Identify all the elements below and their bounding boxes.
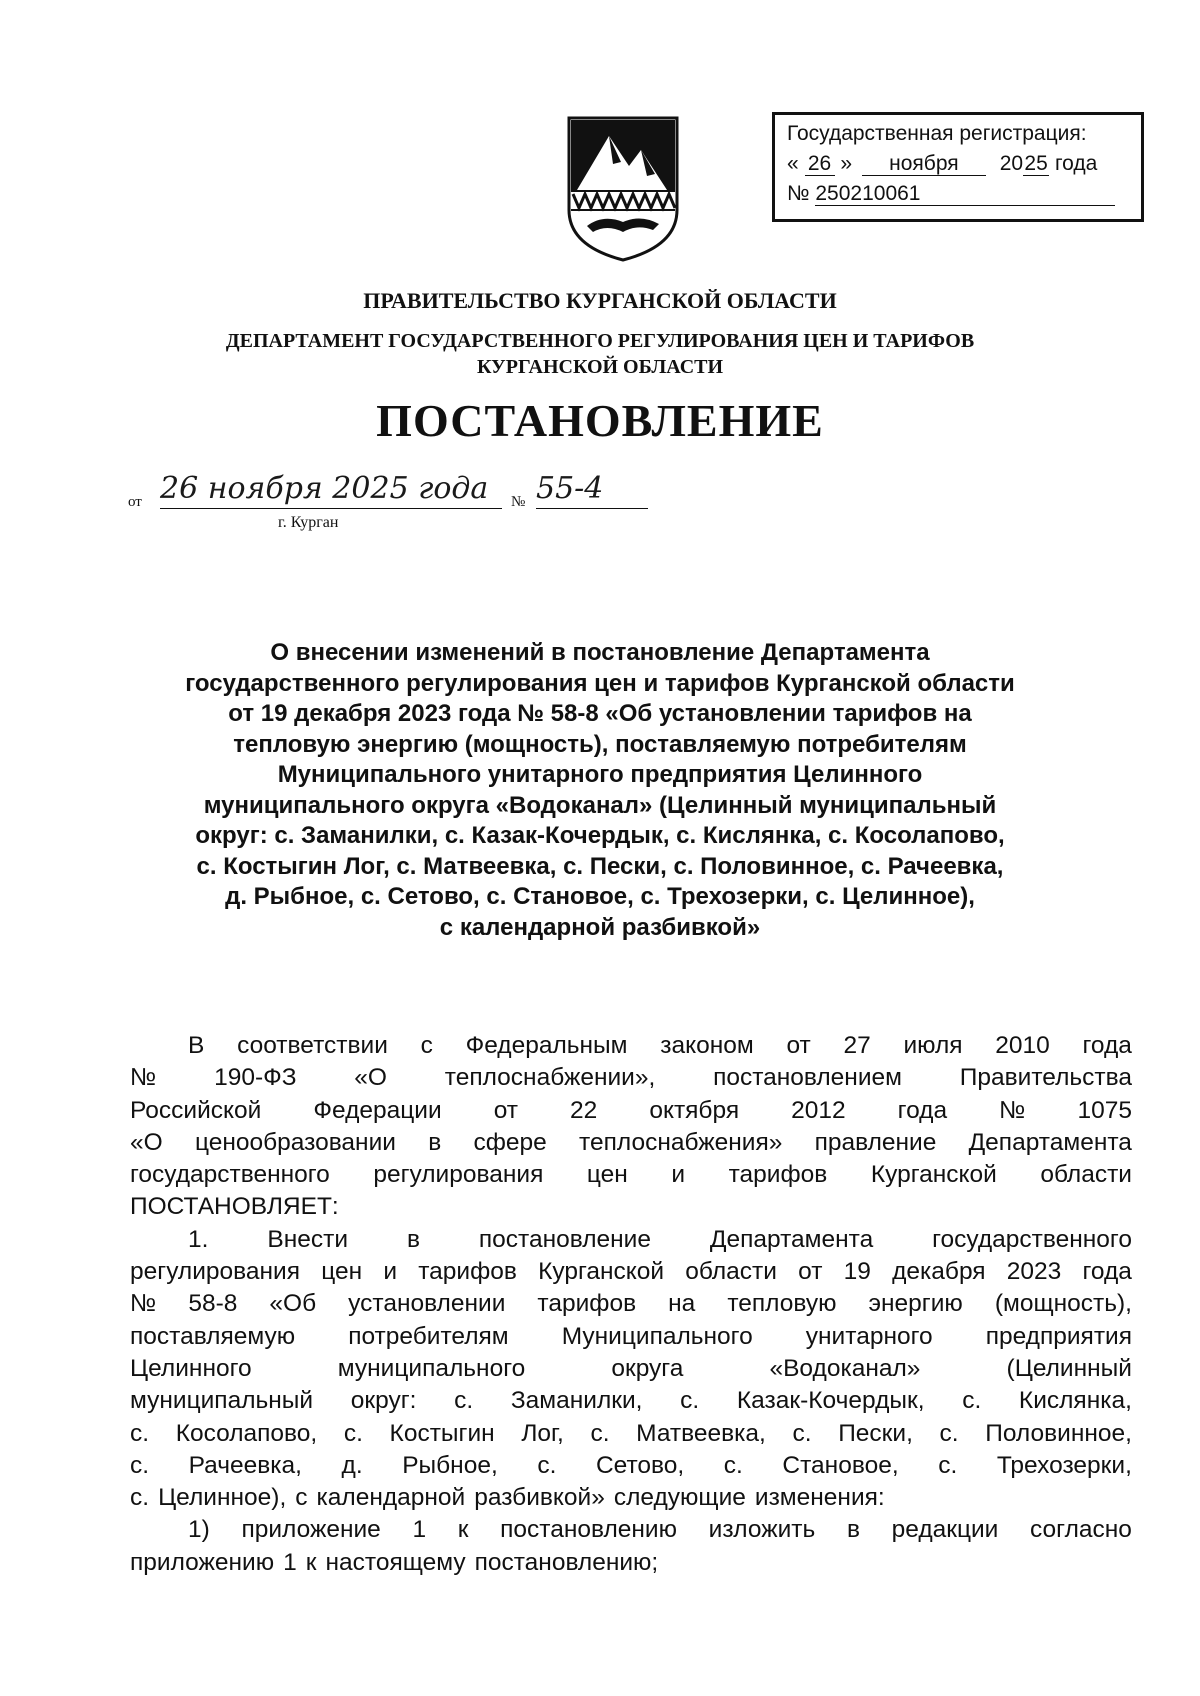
body-word: 2010 [995,1032,1050,1059]
body-word: Курганской [538,1258,665,1286]
body-line [130,1321,1132,1353]
body-word: № [130,1064,157,1092]
body-word: Целинное), [158,1484,287,1512]
body-word: соответствии [237,1032,388,1059]
body-word: (Целинный [1006,1354,1132,1382]
body-word: Департамента [709,1225,874,1253]
handwritten-number: 55-4 [536,470,648,509]
body-line [130,1547,1132,1579]
body-line [130,1288,1132,1320]
registration-month: ноября [862,153,986,176]
body-word: унитарного [805,1322,933,1350]
body-word: 2023 [1006,1258,1062,1286]
body-word: к [305,1548,317,1576]
body-word: года [897,1096,948,1124]
body-word: 58-8 [188,1290,238,1318]
body-word: приложению [130,1548,275,1576]
body-word: в [406,1225,420,1253]
document-subject [120,638,1080,943]
body-word: 1. [188,1225,209,1253]
body-word: 27 [843,1032,871,1059]
from-label: от [128,494,142,510]
registration-day: 26 [805,153,835,176]
body-word: постановлением [713,1064,902,1092]
number-label: № [511,494,526,510]
body-line [130,1224,1132,1256]
body-word: предприятия [985,1322,1132,1350]
body-word: постановлению; [474,1548,659,1576]
subject-line: с календарной разбивкой» [439,913,761,941]
body-line [130,1095,1132,1127]
body-word: правление [814,1128,937,1156]
body-word: Федеральным [465,1032,628,1059]
body-word: Пески, [838,1419,913,1447]
body-word: «Водоканал» [769,1354,921,1382]
body-word: изложить [708,1516,816,1544]
body-word: регулирования [373,1161,544,1189]
body-word: «О [130,1128,163,1156]
body-word: регулирования [130,1258,300,1286]
subject-line: государственного регулирования цен и тарифов Курганской области [185,669,1015,697]
body-word: 2012 [791,1096,846,1124]
city-label: г. Курган [278,514,339,531]
body-word: приложение [241,1516,381,1544]
subject-line: муниципального округа «Водоканал» (Целинный муниципальный [203,791,997,819]
body-word: с. [938,1451,958,1479]
body-word: на [668,1290,696,1318]
body-word: государственного [130,1161,330,1189]
body-word: энергию [868,1290,963,1318]
body-word: законом [660,1032,754,1059]
subject-line: округ: с. Заманилки, с. Казак-Кочердык, с. Кислянка, с. Косолапово, [195,822,1005,849]
body-word: цен [586,1161,628,1189]
registration-year-prefix: 20 [999,152,1024,175]
department-heading-line2: КУРГАНСКОЙ ОБЛАСТИ [476,356,724,378]
body-word: теплоснабжении», [444,1064,656,1092]
body-line [130,1191,1132,1223]
body-word: к [457,1516,469,1544]
department-heading-line1: ДЕПАРТАМЕНТ ГОСУДАРСТВЕННОГО РЕГУЛИРОВАНИЯ ЦЕН И ТАРИФОВ [225,330,975,352]
body-word: В [188,1032,205,1059]
body-word: от [786,1032,811,1059]
body-word: тарифов [728,1161,828,1189]
registration-stamp [772,112,1144,222]
body-word: Половинное, [985,1419,1132,1447]
body-word: года [1082,1258,1132,1286]
body-word: разбивкой» [474,1484,605,1512]
body-word: Рачеевка, [188,1451,302,1479]
body-word: с. [130,1419,150,1447]
body-word: Матвеевка, [636,1419,766,1447]
subject-line: от 19 декабря 2023 года № 58-8 «Об установлении тарифов на [228,700,972,727]
body-word: округ: [350,1387,417,1415]
body-word: теплоснабжения» [579,1128,783,1156]
body-word: с. [343,1419,363,1447]
registration-quote-close: » [840,152,853,175]
government-heading: ПРАВИТЕЛЬСТВО КУРГАНСКОЙ ОБЛАСТИ [363,288,837,313]
body-word: и [383,1258,397,1286]
body-word: ПОСТАНОВЛЯЕТ: [130,1193,339,1221]
body-word: Костыгин [389,1419,495,1447]
body-line [130,1482,1132,1514]
body-word: настоящему [325,1548,466,1576]
body-word: Трехозерки, [996,1451,1132,1479]
body-word: Федерации [313,1096,442,1124]
registration-number-row [787,179,1131,209]
body-word: округа [611,1354,684,1382]
subject-line: Муниципального унитарного предприятия Целинного [277,761,923,788]
body-word: «Об [269,1290,317,1318]
body-word: постановлению [500,1516,677,1544]
body-word: ценообразовании [194,1128,396,1156]
body-word: 22 [570,1096,598,1124]
body-word: тарифов [418,1258,517,1286]
body-line [130,1385,1132,1417]
body-word: Кислянка, [1018,1387,1132,1415]
body-word: с. [680,1387,700,1415]
body-word: года [1082,1032,1132,1059]
body-word: с [295,1484,308,1512]
body-word: декабря [892,1258,986,1286]
body-word: области [685,1258,777,1286]
body-word: Внести [267,1225,349,1253]
registration-title: Государственная регистрация: [787,122,1087,145]
document-body [130,1030,1132,1579]
body-word: (мощность), [994,1290,1132,1318]
body-word: Рыбное, [402,1451,498,1479]
body-word: с. [590,1419,610,1447]
body-word: изменения: [754,1484,885,1512]
body-word: тарифов [537,1290,637,1318]
body-word: Целинного [130,1354,252,1382]
registration-quote-open: « [787,152,799,175]
body-word: муниципального [337,1354,526,1382]
body-line [130,1514,1132,1546]
body-word: Заманилки, [510,1387,643,1415]
body-word: сфере [473,1128,547,1156]
body-word: следующие [613,1484,746,1512]
subject-line: О внесении изменений в постановление Департамента [270,639,930,666]
body-word: 1075 [1077,1096,1132,1124]
body-line [130,1353,1132,1385]
body-word: потребителям [348,1322,509,1350]
body-word: Департамента [968,1128,1132,1156]
body-word: области [1040,1161,1132,1189]
body-word: октября [649,1096,740,1124]
body-word: с [420,1032,433,1059]
body-word: в [428,1128,442,1156]
body-word: постановление [478,1225,651,1253]
body-word: Косолапово, [175,1419,318,1447]
registration-number-label: № [787,182,810,205]
body-word: Сетово, [595,1451,685,1479]
body-word: от [493,1096,518,1124]
body-word: с. [130,1484,150,1512]
body-word: Правительства [959,1064,1132,1092]
body-word: Муниципального [561,1322,753,1350]
body-line [130,1030,1132,1062]
body-word: с. [537,1451,557,1479]
body-word: редакции [891,1516,999,1544]
registration-date [787,149,1131,179]
body-word: государственного [932,1225,1132,1253]
body-word: с. [792,1419,812,1447]
body-word: в [846,1516,860,1544]
subject-line: тепловую энергию (мощность), поставляемую потребителям [233,730,967,758]
body-word: с. [723,1451,743,1479]
registration-year-word: года [1054,152,1098,175]
coat-of-arms-emblem [563,114,683,262]
body-line [130,1159,1132,1191]
body-line [130,1450,1132,1482]
handwritten-date: 26 ноября 2025 года [160,470,502,509]
body-word: поставляемую [130,1322,296,1350]
body-word: № [999,1096,1026,1124]
body-word: 1 [283,1548,297,1576]
body-word: Становое, [782,1451,899,1479]
body-word: 1 [412,1516,427,1544]
body-word: июля [903,1032,963,1059]
body-word: установлении [348,1290,506,1318]
body-word: с. [130,1451,150,1479]
body-line [130,1127,1132,1159]
issue-date-line [128,470,648,540]
subject-line: с. Костыгин Лог, с. Матвеевка, с. Пески, с. Половинное, с. Рачеевка, [196,852,1004,880]
body-line [130,1418,1132,1450]
subject-line: д. Рыбное, с. Сетово, с. Становое, с. Трехозерки, с. Целинное), [225,883,975,910]
registration-year-suffix: 25 [1024,152,1048,175]
body-word: от [798,1258,823,1286]
body-word: Казак-Кочердык, [736,1387,925,1415]
body-word: Лог, [521,1419,564,1447]
body-word: Российской [130,1096,262,1124]
body-word: согласно [1030,1516,1132,1544]
body-word: с. [454,1387,474,1415]
body-word: цен [321,1258,363,1286]
body-word: д. [341,1451,363,1479]
body-line [130,1062,1132,1094]
body-word: 190-ФЗ [214,1064,297,1092]
body-word: тепловую [727,1290,837,1318]
body-word: 1) [188,1516,210,1544]
body-word: «О [354,1064,387,1092]
document-type-title: ПОСТАНОВЛЕНИЕ [376,395,824,446]
body-word: муниципальный [130,1387,314,1415]
registration-number: 250210061 [815,183,1115,206]
body-word: с. [939,1419,959,1447]
body-word: № [130,1290,157,1318]
body-word: 19 [843,1258,871,1286]
body-word: и [671,1161,686,1189]
body-word: календарной [316,1484,466,1512]
body-line [130,1256,1132,1288]
body-word: Курганской [870,1161,997,1189]
body-word: с. [962,1387,982,1415]
